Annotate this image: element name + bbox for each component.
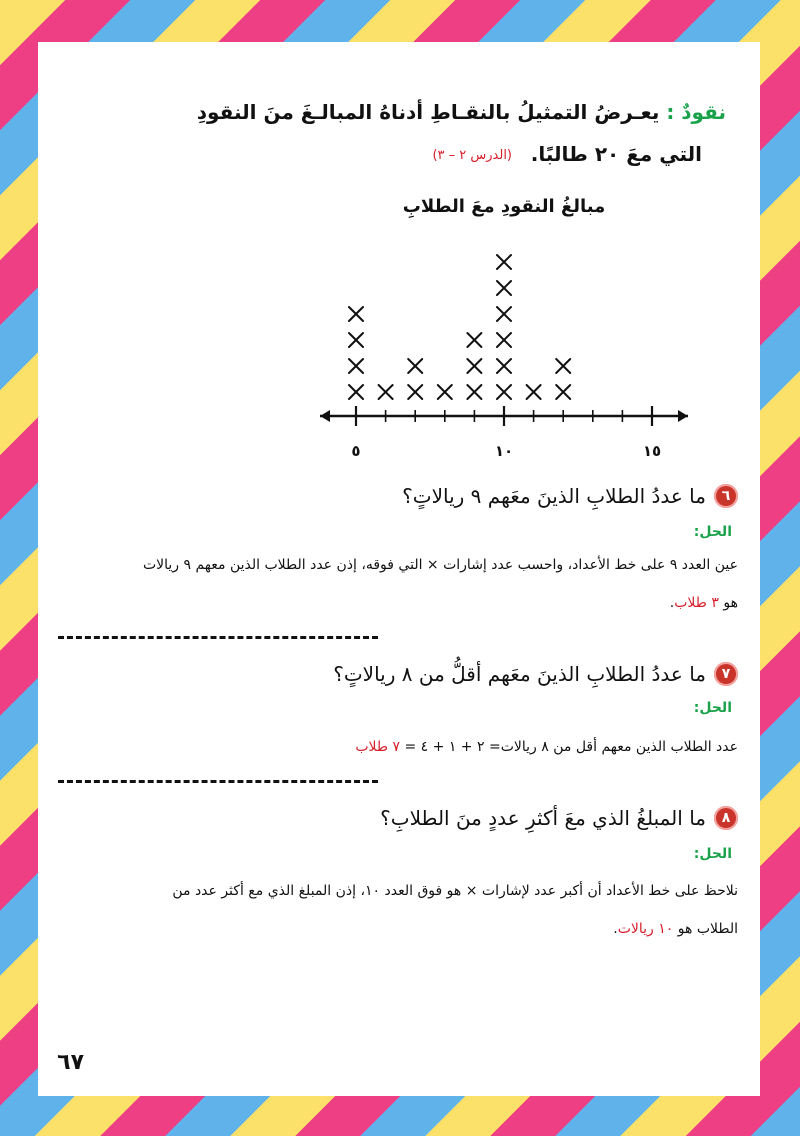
x-mark-10-4: [497, 307, 511, 321]
answer-line: نلاحظ على خط الأعداد أن أكبر عدد لإشارات × هو فوق العدد ١٠، إذن المبلغ الذي مع أكثر عدد من: [172, 883, 738, 899]
answer-prefix: هو: [723, 595, 738, 611]
x-mark-10-5: [497, 281, 511, 295]
question-8: [380, 806, 738, 830]
x-mark-7-2: [408, 359, 422, 373]
answer-suffix: .: [613, 921, 618, 937]
problem-text-line2: التي معَ ٢٠ طالبًا.: [530, 142, 702, 166]
tick-label-5: ٥: [351, 442, 361, 458]
x-mark-10-1: [497, 385, 511, 399]
tick-label-10: ١٠: [494, 442, 514, 458]
answer-line: عين العدد ٩ على خط الأعداد، واحسب عدد إشارات × التي فوقه، إذن عدد الطلاب الذين معهم ٩ ريالات: [142, 557, 738, 573]
answer-line: [56, 584, 738, 622]
x-mark-10-6: [497, 255, 511, 269]
question-text: ما عددُ الطلابِ الذينَ معَهم أقلُّ من ٨ ريالاتٍ؟: [333, 662, 706, 686]
chart-title: مبالغُ النقودِ معَ الطلابِ: [402, 196, 606, 217]
answer-prefix: الطلاب هو: [677, 921, 738, 937]
question-number-badge: ٧: [714, 662, 738, 686]
x-mark-6-1: [379, 385, 393, 399]
question-6: [402, 484, 738, 508]
answer-highlight: ١٠ ريالات: [617, 921, 674, 937]
question-number-badge: ٨: [714, 806, 738, 830]
question-text: ما عددُ الطلابِ الذينَ معَهم ٩ ريالاتٍ؟: [402, 484, 706, 508]
line-plot-chart: [306, 182, 702, 458]
x-mark-5-2: [349, 359, 363, 373]
dashed-divider: [58, 636, 378, 639]
x-mark-9-3: [467, 333, 481, 347]
axis-arrow-left: [320, 410, 330, 422]
answer-main: عدد الطلاب الذين معهم أقل من ٨ ريالات= ٢ + ١ + ٤ =: [404, 739, 738, 755]
answer-7: [56, 728, 738, 766]
answer-highlight: ٣ طلاب: [674, 595, 719, 611]
x-mark-7-1: [408, 385, 422, 399]
page-number: ٦٧: [57, 1050, 84, 1075]
solution-label: الحل:: [693, 846, 732, 862]
problem-text-line1: يعـرضُ التمثيلُ بالنقـاطِ أدناهُ المبالـغَ منَ النقودِ: [196, 100, 660, 124]
dashed-divider: [58, 780, 378, 783]
x-mark-10-2: [497, 359, 511, 373]
number-line-tick-labels: [351, 442, 661, 458]
x-marks: [349, 255, 570, 399]
question-7: [333, 662, 738, 686]
x-mark-5-3: [349, 333, 363, 347]
problem-keyword: نقودٌ :: [666, 100, 726, 124]
question-number-badge: ٦: [714, 484, 738, 508]
x-mark-8-1: [438, 385, 452, 399]
axis-arrow-right: [678, 410, 688, 422]
solution-label: الحل:: [693, 524, 732, 540]
answer-highlight: ٧ طلاب: [355, 739, 400, 755]
problem-heading-line2: [531, 142, 702, 166]
lesson-reference: (الدرس ٢ – ٣): [432, 148, 512, 163]
solution-label: الحل:: [693, 700, 732, 716]
x-mark-11-1: [527, 385, 541, 399]
answer-6: [56, 546, 738, 622]
x-mark-12-2: [556, 359, 570, 373]
worksheet-page: [38, 42, 760, 1096]
answer-line: [56, 910, 738, 948]
x-mark-10-3: [497, 333, 511, 347]
x-mark-9-2: [467, 359, 481, 373]
x-mark-5-1: [349, 385, 363, 399]
x-mark-12-1: [556, 385, 570, 399]
tick-label-15: ١٥: [642, 442, 662, 458]
x-mark-9-1: [467, 385, 481, 399]
problem-heading-line1: [197, 100, 726, 124]
answer-8: [56, 872, 738, 948]
x-mark-5-4: [349, 307, 363, 321]
question-text: ما المبلغُ الذي معَ أكثرِ عددٍ منَ الطلابِ؟: [380, 806, 706, 830]
answer-suffix: .: [669, 595, 675, 611]
